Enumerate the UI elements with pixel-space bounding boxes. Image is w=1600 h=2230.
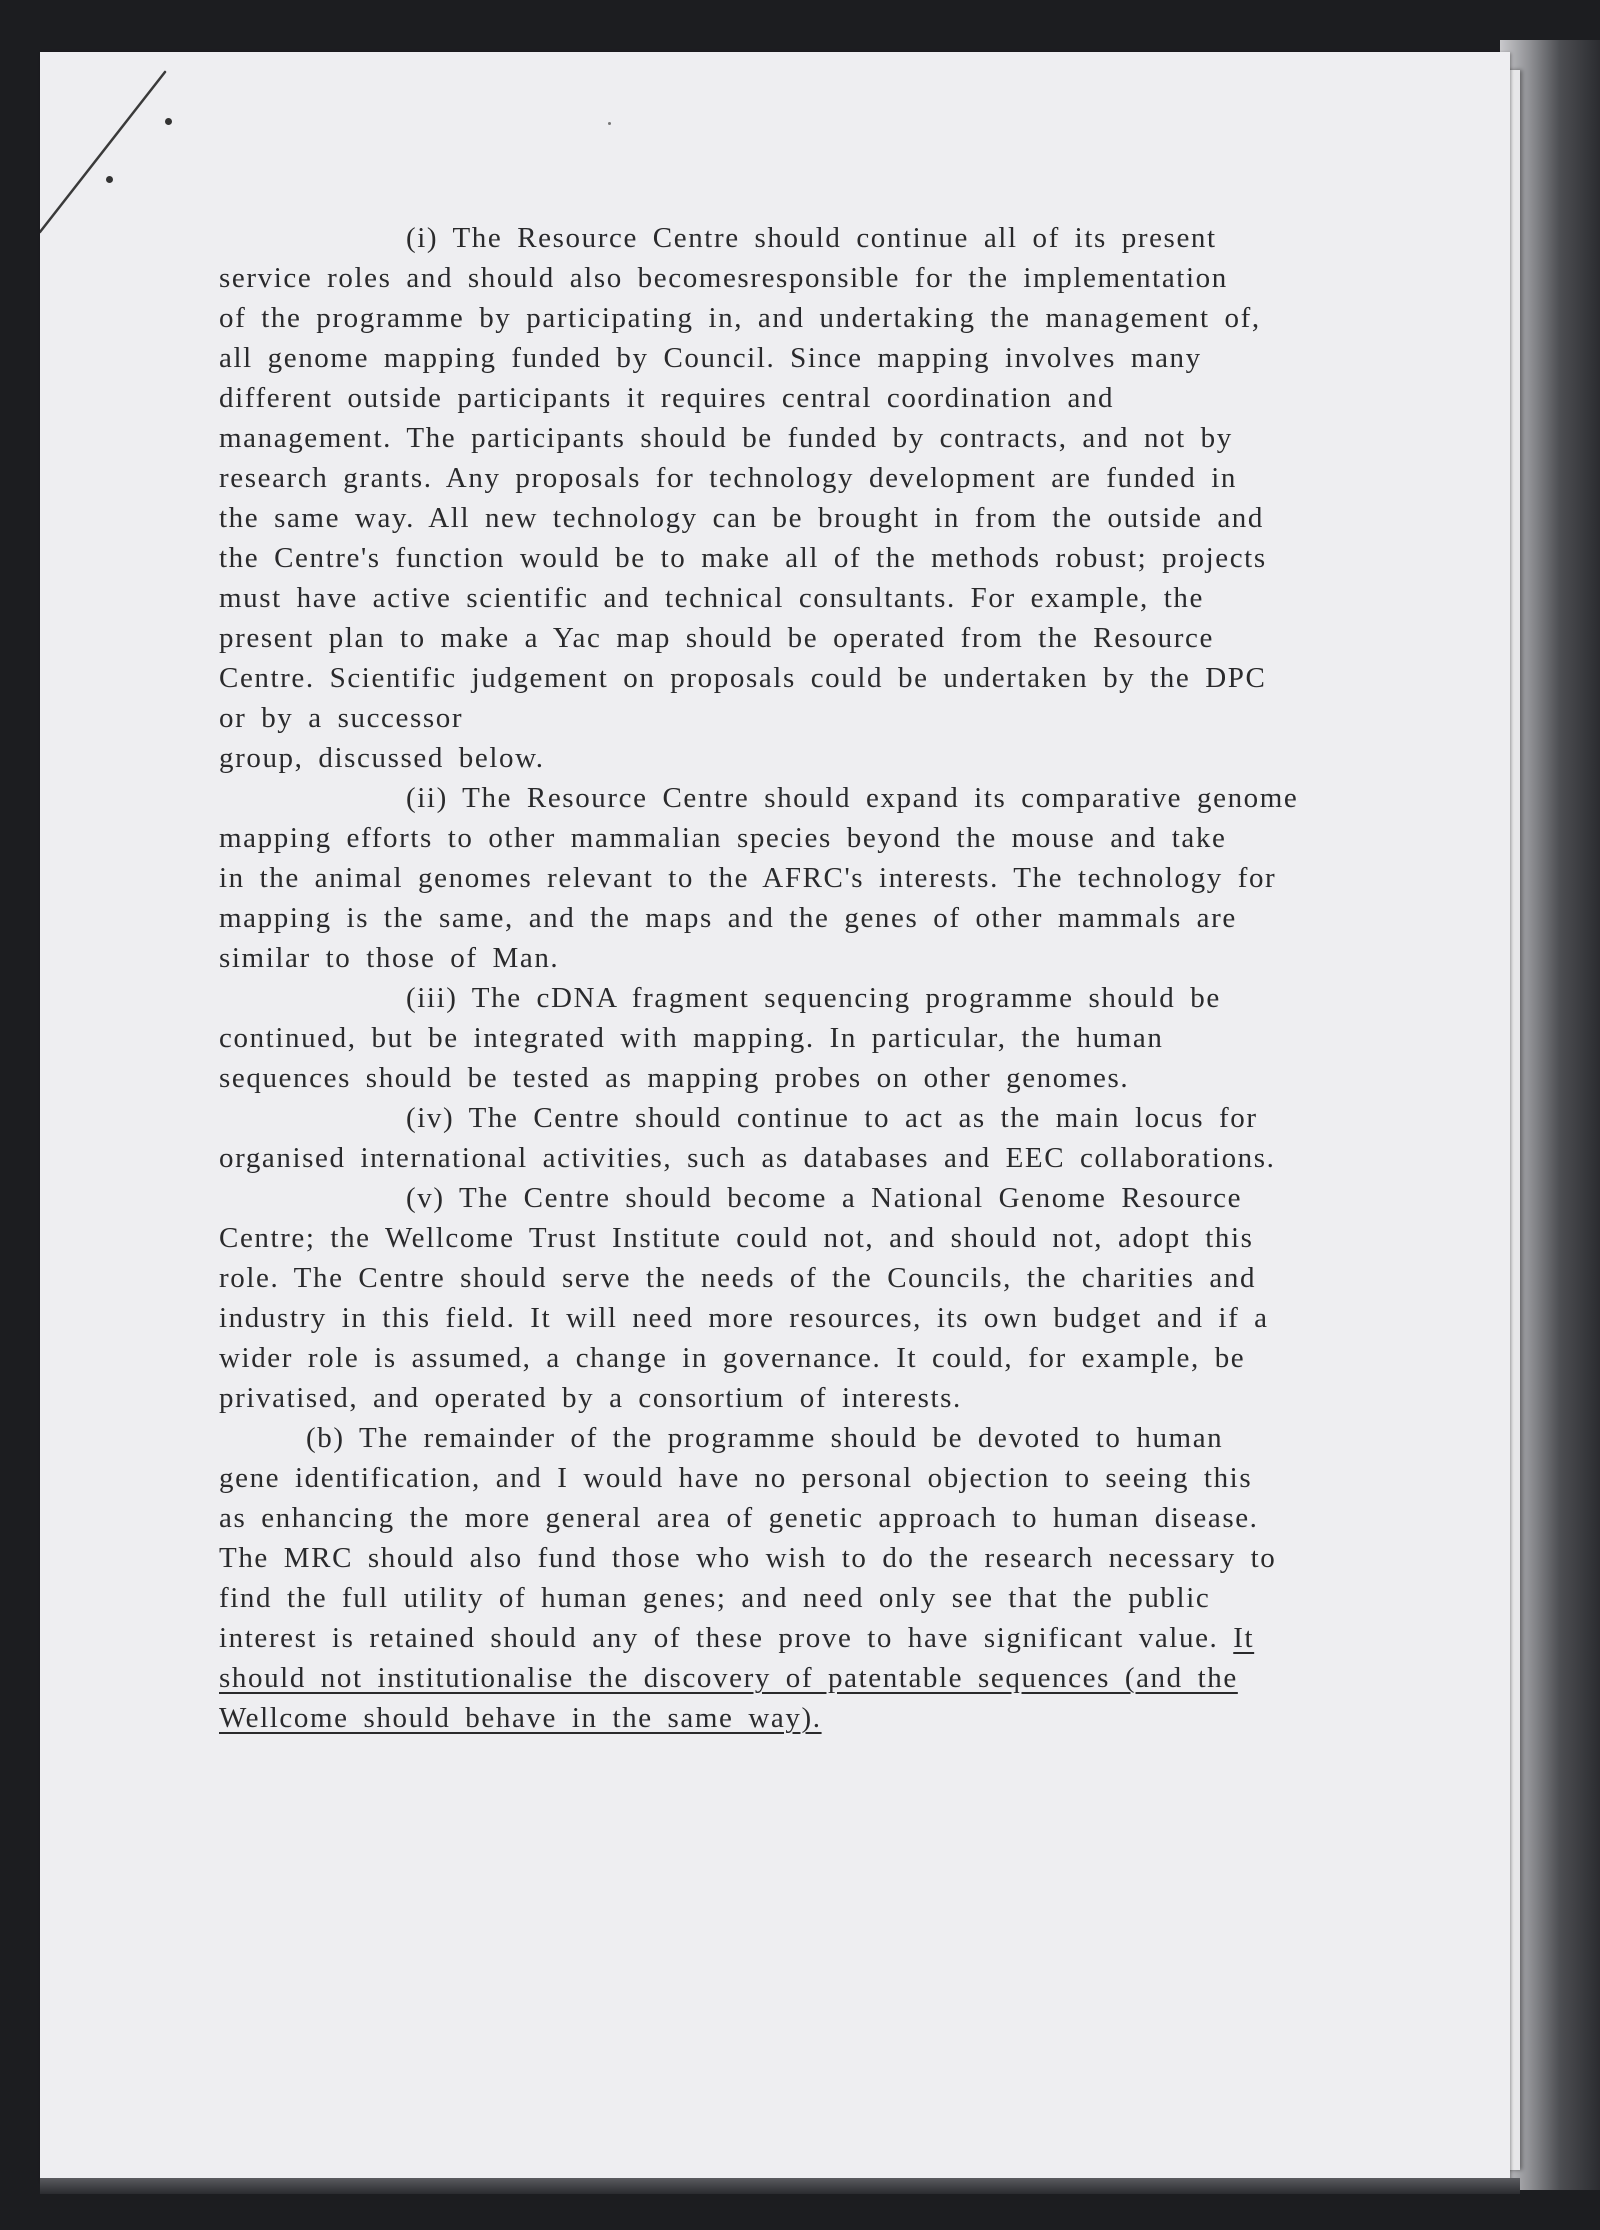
text-line: sequences should be tested as mapping probes on other genomes. (219, 1062, 1130, 1094)
text-line: the same way. All new technology can be brought in from the outside and (219, 502, 1265, 534)
text-line: all genome mapping funded by Council. Since mapping involves many (219, 342, 1202, 374)
text-line: research grants. Any proposals for technology development are funded in (219, 462, 1238, 494)
text-line: (iii) The cDNA fragment sequencing programme should be (406, 982, 1221, 1014)
text-line: (iv) The Centre should continue to act as the main locus for (406, 1102, 1258, 1134)
text-line: group, discussed below. (219, 742, 545, 774)
text-line: service roles and should also becomesresponsible for the implementation (219, 262, 1228, 294)
text-line: (b) The remainder of the programme should be devoted to human (306, 1422, 1224, 1454)
underlined-text-line: Wellcome should behave in the same way). (219, 1702, 822, 1734)
margin-dot-1 (165, 118, 172, 125)
page-bottom-shadow (40, 2178, 1520, 2194)
text-line: the Centre's function would be to make all of the methods robust; projects (219, 542, 1267, 574)
text-line: in the animal genomes relevant to the AFRC's interests. The technology for (219, 862, 1277, 894)
text-line: different outside participants it requires central coordination and (219, 382, 1115, 414)
text-line: or by a successor (219, 702, 464, 734)
margin-dot-2 (106, 176, 113, 183)
document-page (40, 52, 1510, 2180)
text-line: (ii) The Resource Centre should expand its comparative genome (406, 782, 1299, 814)
text-line: role. The Centre should serve the needs of the Councils, the charities and (219, 1262, 1257, 1294)
text-line: organised international activities, such as databases and EEC collaborations. (219, 1142, 1276, 1174)
text-line: must have active scientific and technical consultants. For example, the (219, 582, 1204, 614)
corner-pen-mark (40, 52, 200, 252)
text-line: of the programme by participating in, and undertaking the management of, (219, 302, 1261, 334)
text-line: management. The participants should be funded by contracts, and not by (219, 422, 1233, 454)
text-line: present plan to make a Yac map should be operated from the Resource (219, 622, 1214, 654)
text-line: gene identification, and I would have no personal objection to seeing this (219, 1462, 1253, 1494)
text-line: wider role is assumed, a change in governance. It could, for example, be (219, 1342, 1246, 1374)
text-line (219, 1622, 1254, 1654)
text-line: similar to those of Man. (219, 942, 560, 974)
text-line: mapping efforts to other mammalian species beyond the mouse and take (219, 822, 1227, 854)
text-line: Centre. Scientific judgement on proposals could be undertaken by the DPC (219, 662, 1267, 694)
underlined-text: It (1233, 1622, 1255, 1654)
text-line: Centre; the Wellcome Trust Institute could not, and should not, adopt this (219, 1222, 1254, 1254)
paper-speck (608, 122, 611, 125)
text-line: (v) The Centre should become a National Genome Resource (406, 1182, 1243, 1214)
text-line: The MRC should also fund those who wish to do the research necessary to (219, 1542, 1277, 1574)
text-line: mapping is the same, and the maps and the genes of other mammals are (219, 902, 1237, 934)
text-line: as enhancing the more general area of genetic approach to human disease. (219, 1502, 1259, 1534)
underlined-text-line: should not institutionalise the discovery of patentable sequences (and the (219, 1662, 1238, 1694)
text-line-main: interest is retained should any of these prove to have significant value. (219, 1622, 1219, 1654)
text-line: industry in this field. It will need more resources, its own budget and if a (219, 1302, 1269, 1334)
text-line: find the full utility of human genes; and need only see that the public (219, 1582, 1211, 1614)
text-line: (i) The Resource Centre should continue all of its present (406, 222, 1217, 254)
text-line: continued, but be integrated with mapping. In particular, the human (219, 1022, 1164, 1054)
text-line: privatised, and operated by a consortium of interests. (219, 1382, 962, 1414)
